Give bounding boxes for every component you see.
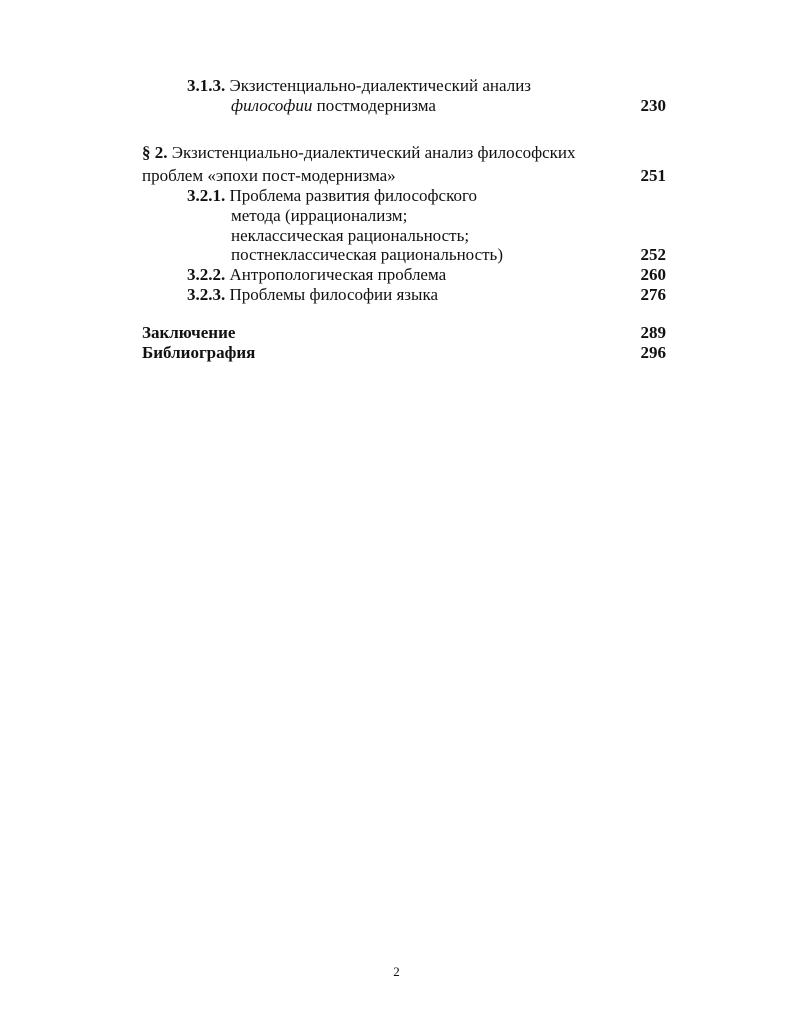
toc-bibliography-page: 296 bbox=[640, 343, 666, 362]
toc-entry-3-2-1-page: 252 bbox=[640, 245, 666, 264]
toc-section-2-symbol: § 2. bbox=[142, 143, 168, 162]
toc-entry-3-2-2-number: 3.2.2. bbox=[187, 265, 226, 284]
toc-entry-3-2-1-title-part1: Проблема развития философского bbox=[225, 186, 478, 205]
toc-entry-3-2-3-title: Проблемы философии языка bbox=[225, 285, 438, 304]
page-number: 2 bbox=[393, 964, 400, 979]
toc-entry-3-2-1-line2: метода (иррационализм; bbox=[231, 206, 408, 225]
toc-entry-3-1-3-line2 bbox=[231, 96, 436, 116]
toc-entry-3-2-1-line3: неклассическая рациональность; bbox=[231, 226, 470, 245]
toc-entry-3-1-3-title-part2: постмодернизма bbox=[312, 96, 436, 115]
toc-entry-3-2-1-number: 3.2.1. bbox=[187, 186, 226, 205]
toc-section-2-title-part1: Экзистенциально-диалектический анализ философских bbox=[167, 143, 576, 162]
toc-entry-3-2-2-page: 260 bbox=[640, 265, 666, 284]
toc-bibliography-title: Библиография bbox=[142, 343, 256, 362]
toc-entry-3-1-3-line1 bbox=[187, 76, 531, 96]
toc-conclusion-title: Заключение bbox=[142, 323, 236, 342]
toc-entry-3-1-3-page: 230 bbox=[640, 96, 666, 115]
toc-entry-3-1-3-italic-word: философии bbox=[231, 96, 313, 115]
toc-entry-3-2-3 bbox=[187, 285, 438, 305]
toc-entry-3-2-1-line1 bbox=[187, 186, 477, 206]
toc-entry-3-2-1-line4: постнеклассическая рациональность) bbox=[231, 245, 503, 264]
toc-entry-3-1-3-number: 3.1.3. bbox=[187, 76, 226, 95]
toc-section-2-line1 bbox=[142, 143, 576, 163]
toc-entry-3-2-3-page: 276 bbox=[640, 285, 666, 304]
toc-entry-3-2-2 bbox=[187, 265, 446, 285]
toc-entry-3-2-2-title: Антропологическая проблема bbox=[225, 265, 447, 284]
toc-conclusion-page: 289 bbox=[640, 323, 666, 342]
toc-entry-3-2-3-number: 3.2.3. bbox=[187, 285, 226, 304]
toc-entry-3-1-3-title-part1: Экзистенциально-диалектический анализ bbox=[229, 76, 532, 95]
toc-section-2-line2: проблем «эпохи пост-модернизма» bbox=[142, 166, 396, 185]
toc-section-2-page: 251 bbox=[640, 166, 666, 185]
